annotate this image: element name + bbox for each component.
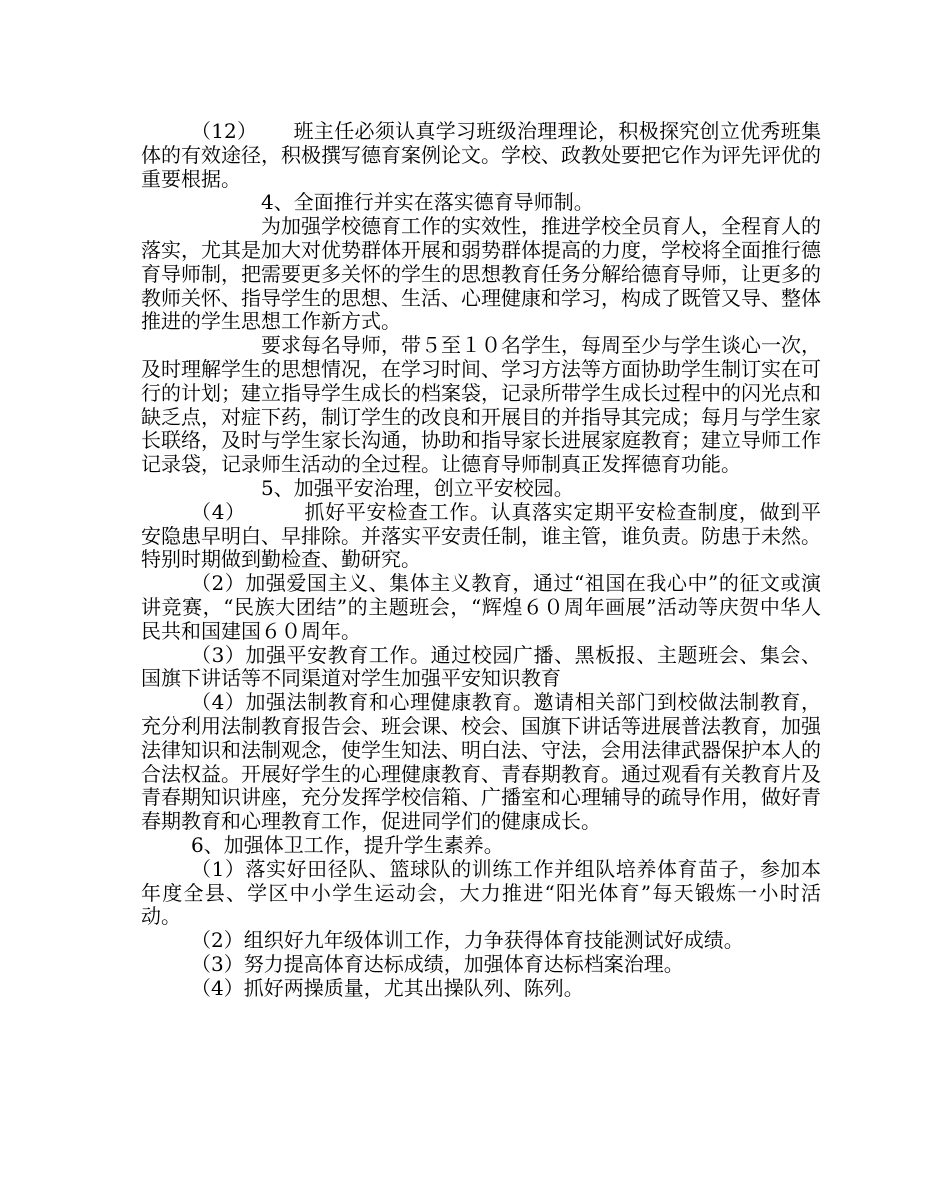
paragraph-mentor-intro: 为加强学校德育工作的实效性，推进学校全员育人，全程育人的落实，尤其是加大对优势群体开展和弱势群体提高的力度，学校将全面推行德育导师制，把需要更多关怀的学生的思想教育任务分解给德育导师，让更多的教师关怀、指导学生的思想、生活、心理健康和学习，构成了既管又导、整体推进的学生思想工作新方式。 [141,214,821,334]
item-number: （4） [191,499,246,524]
section-heading-4: 4、全面推行并实在落实德育导师制。 [261,190,594,215]
section-heading-5: 5、加强平安治理，创立平安校园。 [261,475,574,500]
section-heading-6: 6、加强体卫工作，提升学生素养。 [191,832,504,857]
paragraph-grade9-training: （2）组织好九年级体训工作，力争获得体育技能测试好成绩。 [191,928,744,953]
paragraph-item-12 [141,120,821,191]
paragraph-mentor-requirements: 要求每名导师，带５至１０名学生，每周至少与学生谈心一次，及时理解学生的思想情况，在学习时间、学习方法等方面协助学生制订实在可行的计划；建立指导学生成长的档案袋，记录所带学生成长过程中的闪光点和缺乏点，对症下药，制订学生的改良和开展目的并指导其完成；每月与学生家长联络，及时与学生家长沟通，协助和指导家长进展家庭教育；建立导师工作记录袋，记录师生活动的全过程。让德育导师制真正发挥德育功能。 [141,333,821,477]
paragraph-text: 抓好平安检查工作。认真落实定期平安检查制度，做到平安隐患早明白、早排除。并落实平安责任制，谁主管，谁负责。防患于未然。特别时期做到勤检查、勤研究。 [141,499,821,572]
paragraph-safety-check [141,501,821,572]
paragraph-safety-education: （3）加强平安教育工作。通过校园广播、黑板报、主题班会、集会、国旗下讲话等不同渠道对学生加强平安知识教育 [141,642,821,691]
paragraph-text: 班主任必须认真学习班级治理理论，积极探究创立优秀班集体的有效途径，积极撰写德育案例论文。学校、政教处要把它作为评先评优的重要根据。 [141,119,822,191]
paragraph-sports-teams: （1）落实好田径队、篮球队的训练工作并组队培养体育苗子，参加本年度全县、学区中小学生运动会，大力推进“阳光体育”每天锻炼一小时活动。 [141,856,821,929]
paragraph-patriotism: （2）加强爱国主义、集体主义教育，通过“祖国在我心中”的征文或演讲竞赛，“民族大团结”的主题班会，“辉煌６０周年画展”活动等庆贺中华人民共和国建国６０周年。 [141,571,821,643]
paragraph-exercises-quality: （4）抓好两操质量，尤其出操队列、陈列。 [191,975,584,1000]
document-body [141,120,821,1000]
paragraph-fitness-standards: （3）努力提高体育达标成绩，加强体育达标档案治理。 [191,951,684,976]
paragraph-legal-education: （4）加强法制教育和心理健康教育。邀请相关部门到校做法制教育，充分利用法制教育报告会、班会课、校会、国旗下讲话等进展普法教育，加强法律知识和法制观念，使学生知法、明白法、守法，会用法律武器保护本人的合法权益。开展好学生的心理健康教育、青春期教育。通过观看有关教育片及青春期知识讲座，充分发挥学校信箱、广播室和心理辅导的疏导作用，做好青春期教育和心理教育工作，促进同学们的健康成长。 [141,690,821,834]
item-number: （12） [191,119,258,143]
